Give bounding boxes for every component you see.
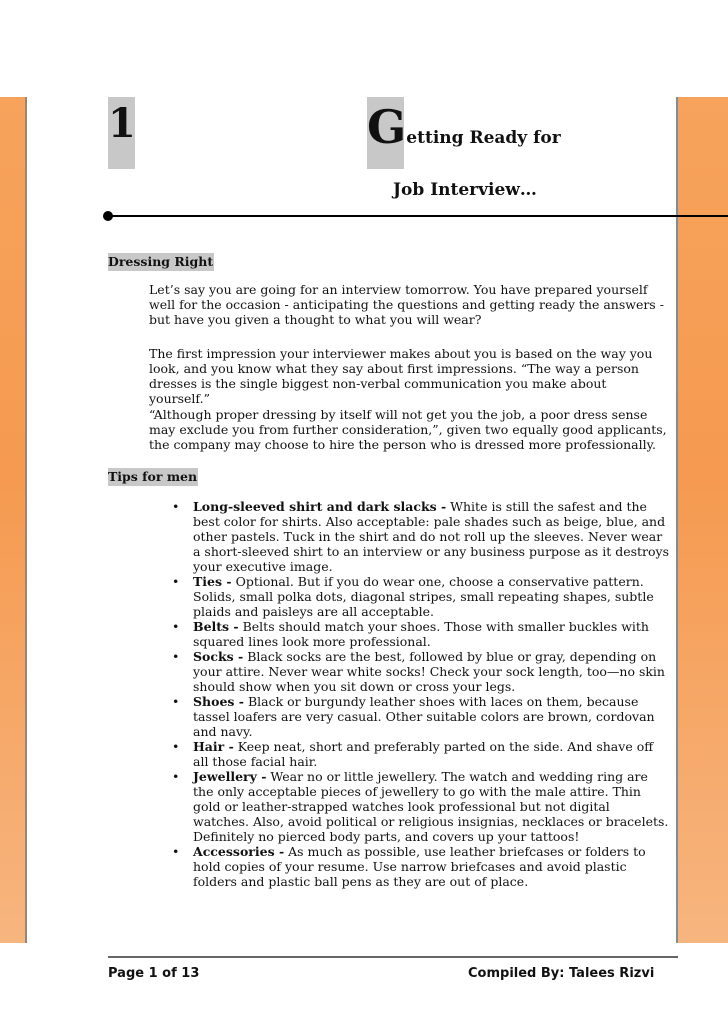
- tip-text: Black or burgundy leather shoes with laces on them, because tassel loafers are very casual. Other suitable colors are brown, cordovan and navy.: [193, 694, 655, 739]
- title-rest: etting Ready for: [406, 128, 561, 148]
- tip-term: Socks -: [193, 649, 244, 664]
- list-item: [149, 769, 669, 844]
- section-heading-tips: Tips for men: [108, 469, 198, 484]
- paragraph-3: “Although proper dressing by itself will not get you the job, a poor dress sense may exclude you from further consideration,”, given two equally good applicants, the company may choose to hire the person who is dressed more professionally.: [149, 407, 667, 452]
- list-item: [149, 499, 669, 574]
- tip-term: Accessories -: [193, 844, 285, 859]
- header-rule-dot: [103, 211, 113, 221]
- title-initial: G: [367, 100, 407, 154]
- tip-term: Long-sleeved shirt and dark slacks -: [193, 499, 447, 514]
- tip-text: Optional. But if you do wear one, choose a conservative pattern. Solids, small polka dots, diagonal stripes, small repeating shapes, subtle plaids and paisleys are all acceptable.: [193, 574, 654, 619]
- bullet-icon: •: [172, 649, 180, 664]
- compiled-by: Compiled By: Talees Rizvi: [468, 966, 655, 981]
- list-item: [149, 619, 669, 649]
- list-item: [149, 739, 669, 769]
- tip-text: Belts should match your shoes. Those with smaller buckles with squared lines look more professional.: [193, 619, 649, 649]
- header-rule: [108, 215, 728, 217]
- tip-term: Ties -: [193, 574, 232, 589]
- tips-list: [149, 499, 669, 889]
- paragraph-1: Let’s say you are going for an interview tomorrow. You have prepared yourself well for the occasion - anticipating the questions and getting ready the answers - but have you given a thought to what you will wear?: [149, 282, 664, 327]
- left-decorative-bar: [0, 97, 25, 943]
- footer-rule: [108, 956, 678, 958]
- bullet-icon: •: [172, 574, 180, 589]
- bullet-icon: •: [172, 694, 180, 709]
- chapter-title: [367, 100, 561, 154]
- paragraph-2: The first impression your interviewer makes about you is based on the way you look, and you know what they say about first impressions. “The way a person dresses is the single biggest non-verbal communication you make about yourself.”: [149, 346, 653, 406]
- tip-text: White is still the safest and the best color for shirts. Also acceptable: pale shades such as beige, blue, and other pastels. Tuck in the shirt and do not roll up the sleeves. Never wear a short-sleeved shirt to an interview or any business purpose as it destroys your executive image.: [193, 499, 670, 574]
- section-heading-dressing: Dressing Right: [108, 254, 214, 269]
- tip-term: Hair -: [193, 739, 234, 754]
- tip-text: Wear no or little jewellery. The watch and wedding ring are the only acceptable pieces of jewellery to go with the male attire. Thin gold or leather-strapped watches look professional but not digital watches. Also, avoid political or religious insignias, necklaces or bracelets. Definitely no pierced body parts, and covers up your tattoos!: [193, 769, 669, 844]
- right-decorative-bar: [678, 97, 728, 943]
- tip-term: Shoes -: [193, 694, 244, 709]
- tip-text: As much as possible, use leather briefcases or folders to hold copies of your resume. Use narrow briefcases and avoid plastic folders and plastic ball pens as they are out of place.: [193, 844, 646, 889]
- tip-term: Belts -: [193, 619, 239, 634]
- tip-term: Jewellery -: [193, 769, 267, 784]
- bullet-icon: •: [172, 769, 180, 784]
- bullet-icon: •: [172, 739, 180, 754]
- tip-text: Black socks are the best, followed by blue or gray, depending on your attire. Never wear white socks! Check your sock length, too—no skin should show when you sit down or cross your legs.: [193, 649, 665, 694]
- page-number: Page 1 of 13: [108, 966, 200, 981]
- chapter-number: 1: [108, 100, 136, 147]
- bullet-icon: •: [172, 619, 180, 634]
- bullet-icon: •: [172, 844, 180, 859]
- bullet-icon: •: [172, 499, 180, 514]
- list-item: [149, 694, 669, 739]
- list-item: [149, 844, 669, 889]
- list-item: [149, 574, 669, 619]
- tip-text: Keep neat, short and preferably parted on the side. And shave off all those facial hair.: [193, 739, 654, 769]
- chapter-title-line2: Job Interview…: [393, 180, 537, 200]
- list-item: [149, 649, 669, 694]
